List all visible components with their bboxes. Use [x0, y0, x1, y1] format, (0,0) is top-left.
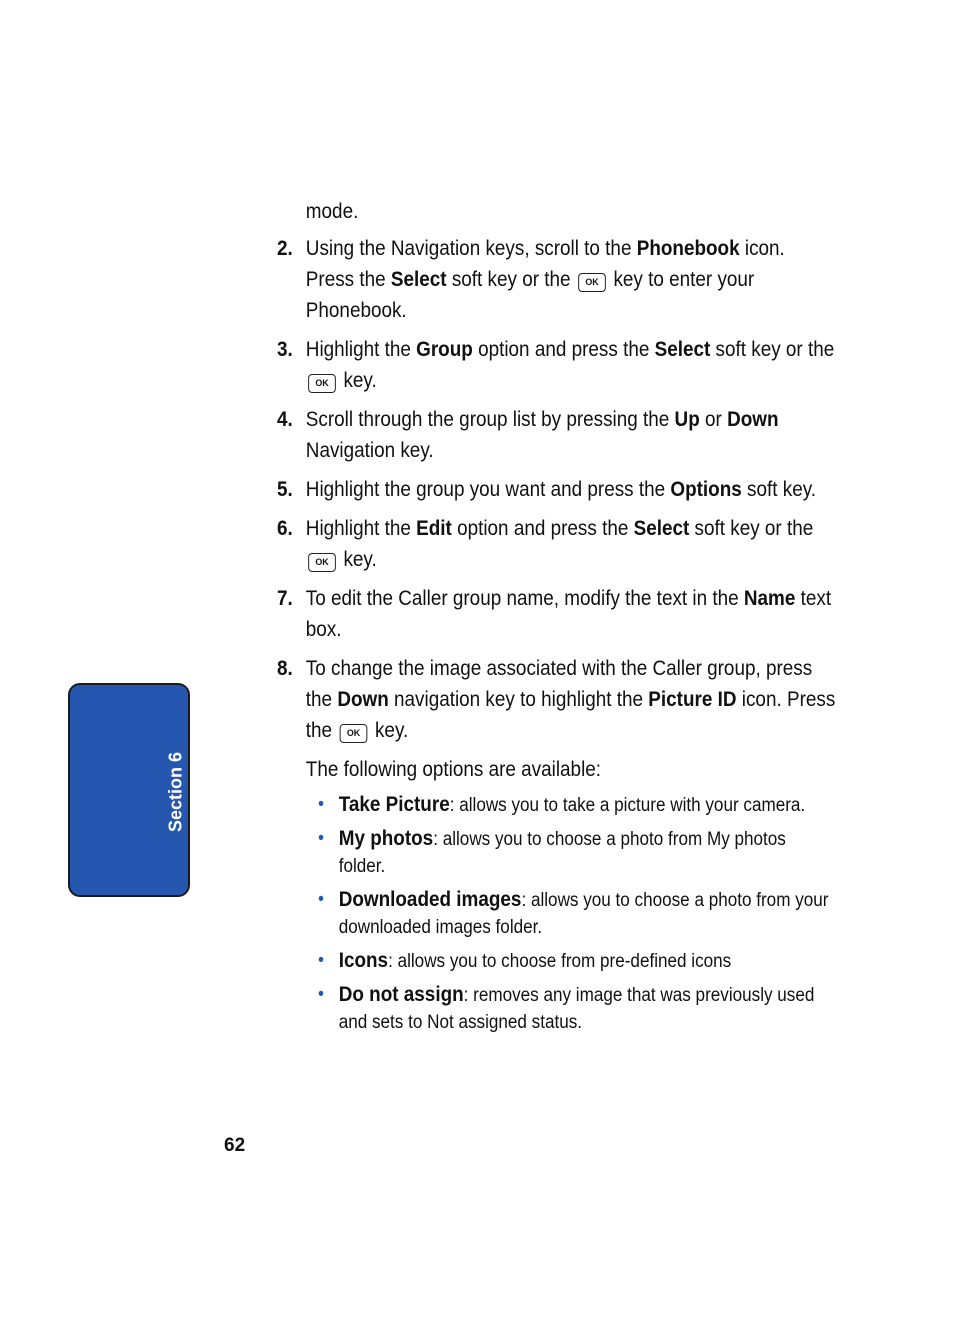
- step-text: navigation key to highlight the: [388, 688, 649, 711]
- step-text: Highlight the: [305, 338, 417, 361]
- bullet-icon: •: [318, 794, 324, 815]
- continued-text: mode.: [305, 200, 359, 223]
- step-8: [277, 653, 835, 746]
- step-keyword: Picture ID: [648, 688, 737, 711]
- option-name: My photos: [338, 827, 434, 850]
- step-text: To change the image associated with the Caller group, press the: [305, 657, 813, 711]
- step-text: icon. Press the: [305, 688, 836, 742]
- step-text: key to enter your Phonebook.: [305, 268, 755, 322]
- section-tab-label: Section 6: [165, 751, 186, 833]
- list-item: [309, 947, 836, 975]
- list-item: [309, 825, 836, 880]
- step-keyword: Select: [390, 268, 447, 291]
- step-text: icon. Press the: [305, 237, 785, 291]
- step-text: option and press the: [451, 517, 634, 540]
- step-text: Using the Navigation keys, scroll to the: [305, 237, 637, 260]
- step-text: or: [699, 408, 728, 431]
- option-desc: : allows you to choose from pre-defined icons: [388, 951, 732, 972]
- step-2: [277, 233, 835, 326]
- step-keyword: Up: [674, 408, 700, 431]
- step-keyword: Select: [654, 338, 711, 361]
- list-item: [309, 981, 836, 1036]
- step-3: [277, 334, 835, 396]
- bullet-icon: •: [318, 950, 324, 971]
- step-7: [277, 583, 835, 645]
- step-number: 8.: [277, 657, 293, 680]
- list-item: [309, 791, 836, 819]
- step-text: text box.: [305, 587, 832, 641]
- step-keyword: Down: [727, 408, 779, 431]
- step-text: soft key or the: [446, 268, 576, 291]
- list-item: [309, 886, 836, 941]
- step-text: key.: [338, 369, 377, 392]
- option-name: Icons: [338, 949, 389, 972]
- step-text: Highlight the: [305, 517, 417, 540]
- step-keyword: Group: [416, 338, 473, 361]
- step-number: 4.: [277, 408, 293, 431]
- step-text: option and press the: [472, 338, 655, 361]
- options-list: [277, 791, 829, 1036]
- step-text: Highlight the group you want and press the: [305, 478, 671, 501]
- option-desc: : allows you to choose a photo from My photos folder.: [338, 829, 786, 877]
- instructions: [277, 196, 836, 1042]
- step-text: key.: [338, 548, 377, 571]
- ok-key-icon: OK: [308, 374, 336, 393]
- step-text: Navigation key.: [305, 439, 434, 462]
- step-number: 7.: [277, 587, 293, 610]
- bullet-icon: •: [318, 828, 324, 849]
- option-desc: : allows you to take a picture with your camera.: [449, 795, 806, 816]
- option-name: Downloaded images: [338, 888, 522, 911]
- option-name: Take Picture: [338, 793, 450, 816]
- step-5: [277, 474, 835, 505]
- bullet-icon: •: [318, 984, 324, 1005]
- ok-key-icon: OK: [578, 273, 606, 292]
- options-intro: The following options are available:: [305, 758, 602, 781]
- bullet-icon: •: [318, 889, 324, 910]
- ok-key-icon: OK: [308, 553, 336, 572]
- step-text: soft key or the: [710, 338, 835, 361]
- option-desc: : removes any image that was previously used and sets to Not assigned status.: [338, 985, 815, 1033]
- step-number: 2.: [277, 237, 293, 260]
- option-name: Do not assign: [338, 983, 464, 1006]
- step-text: To edit the Caller group name, modify the text in the: [305, 587, 744, 610]
- step-text: soft key.: [741, 478, 817, 501]
- step-number: 5.: [277, 478, 293, 501]
- step-text: Scroll through the group list by pressing the: [305, 408, 675, 431]
- option-desc: : allows you to choose a photo from your downloaded images folder.: [338, 890, 829, 938]
- step-number: 6.: [277, 517, 293, 540]
- step-keyword: Name: [743, 587, 796, 610]
- step-keyword: Phonebook: [636, 237, 740, 260]
- step-6: [277, 513, 835, 575]
- step-keyword: Down: [337, 688, 389, 711]
- step-text: key.: [369, 719, 409, 742]
- page-number: 62: [224, 1135, 246, 1156]
- step-text: soft key or the: [689, 517, 814, 540]
- step-4: [277, 404, 835, 466]
- step-keyword: Select: [633, 517, 690, 540]
- ok-key-icon: OK: [340, 724, 368, 743]
- step-number: 3.: [277, 338, 293, 361]
- step-keyword: Edit: [416, 517, 452, 540]
- step-keyword: Options: [670, 478, 742, 501]
